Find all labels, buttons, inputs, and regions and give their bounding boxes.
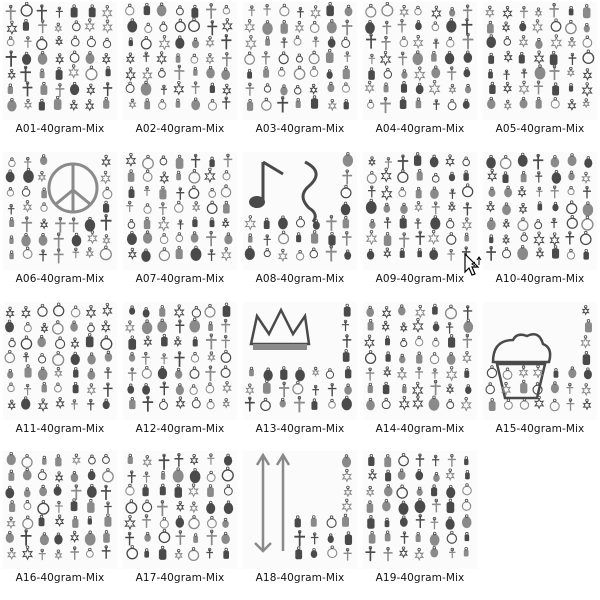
product-tile[interactable] [120, 449, 240, 599]
angel-icon[interactable] [363, 451, 477, 569]
product-tile[interactable] [0, 300, 120, 450]
product-code-label: A08-40gram-Mix [255, 273, 345, 285]
product-tile[interactable] [240, 150, 360, 300]
product-tile[interactable] [0, 150, 120, 300]
crown-icon[interactable] [243, 302, 357, 420]
product-tile[interactable] [0, 0, 120, 150]
product-code-label: A12-40gram-Mix [135, 423, 225, 435]
product-tile[interactable] [480, 300, 600, 450]
hamsa-hand-icon[interactable] [363, 152, 477, 270]
product-tile[interactable] [360, 0, 480, 150]
product-code-label: A02-40gram-Mix [135, 123, 225, 135]
egyptian-icon[interactable] [123, 302, 237, 420]
product-code-label: A11-40gram-Mix [15, 423, 105, 435]
move-cursor-icon [462, 252, 484, 278]
cupcake-icon[interactable] [483, 302, 597, 420]
product-code-label: A14-40gram-Mix [375, 423, 465, 435]
product-tile[interactable] [240, 449, 360, 599]
product-code-label: A03-40gram-Mix [255, 123, 345, 135]
product-tile[interactable] [120, 150, 240, 300]
shoes-icon[interactable] [483, 2, 597, 120]
product-code-label: A16-40gram-Mix [15, 572, 105, 584]
buddha-icon[interactable] [3, 451, 117, 569]
product-tile[interactable] [360, 300, 480, 450]
product-code-label: A05-40gram-Mix [495, 123, 585, 135]
product-tile[interactable] [240, 300, 360, 450]
product-tile[interactable] [120, 0, 240, 150]
product-code-label: A09-40gram-Mix [375, 273, 465, 285]
product-tile[interactable] [480, 0, 600, 150]
product-code-label: A19-40gram-Mix [375, 572, 465, 584]
product-code-label: A07-40gram-Mix [135, 273, 225, 285]
product-code-label: A10-40gram-Mix [495, 273, 585, 285]
product-tile[interactable] [480, 150, 600, 300]
product-tile[interactable] [240, 0, 360, 150]
product-tile[interactable] [120, 300, 240, 450]
product-code-label: A01-40gram-Mix [15, 123, 105, 135]
om-icon[interactable] [123, 152, 237, 270]
star-of-david-icon[interactable] [243, 2, 357, 120]
gear-icon[interactable] [483, 152, 597, 270]
peace-sign-icon[interactable] [3, 152, 117, 270]
product-code-label: A04-40gram-Mix [375, 123, 465, 135]
product-code-label: A15-40gram-Mix [495, 423, 585, 435]
football-icon[interactable] [3, 302, 117, 420]
product-code-label: A13-40gram-Mix [255, 423, 345, 435]
product-code-label: A18-40gram-Mix [255, 572, 345, 584]
arrow-icon[interactable] [243, 451, 357, 569]
product-tile[interactable] [0, 449, 120, 599]
wings-icon[interactable] [123, 2, 237, 120]
product-tile[interactable] [360, 449, 480, 599]
music-note-icon[interactable] [243, 152, 357, 270]
bow-icon[interactable] [123, 451, 237, 569]
product-code-label: A17-40gram-Mix [135, 572, 225, 584]
cross-icon[interactable] [363, 302, 477, 420]
product-code-label: A06-40gram-Mix [15, 273, 105, 285]
sports-icon[interactable] [363, 2, 477, 120]
vehicles-icon[interactable] [3, 2, 117, 120]
